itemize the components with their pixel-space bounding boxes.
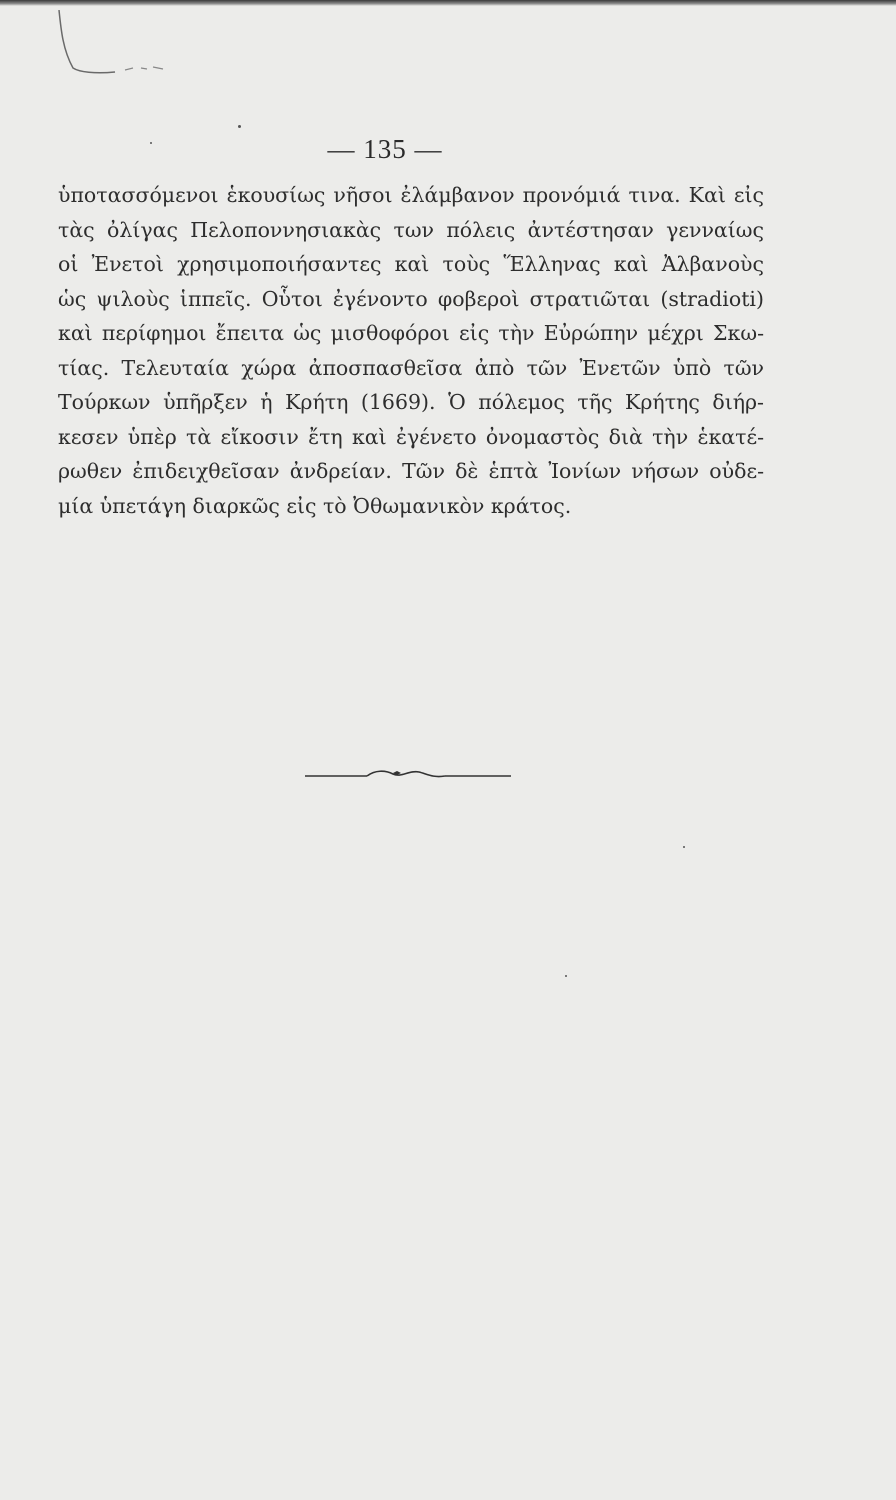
text-line: Τούρκων ὑπῆρξεν ἡ Κρήτη (1669). Ὁ πόλεμος τῆς Κρήτης διήρ- <box>58 390 764 414</box>
text-line: οἱ Ἐνετοὶ χρησιμοποιήσαντες καὶ τοὺς Ἕλληνας καὶ Ἀλβανοὺς <box>58 252 764 276</box>
paper-speck <box>683 846 685 848</box>
text-line: ὡς ψιλοὺς ἱππεῖς. Οὗτοι ἐγένοντο φοβεροὶ στρατιῶται (stradioti) <box>58 286 764 311</box>
text-line: ρωθεν ἐπιδειχθεῖσαν ἀνδρείαν. Τῶν δὲ ἑπτὰ Ἰονίων νήσων οὐδε- <box>58 459 764 483</box>
paper-speck <box>565 975 567 977</box>
end-ornament-divider <box>305 764 511 786</box>
body-paragraph <box>58 178 764 523</box>
text-line: τίας. Τελευταία χώρα ἀποσπασθεῖσα ἀπὸ τῶν Ἐνετῶν ὑπὸ τῶν <box>58 355 764 380</box>
text-line: τὰς ὀλίγας Πελοποννησιακὰς των πόλεις ἀντέστησαν γενναίως <box>58 217 764 242</box>
text-line: μία ὑπετάγη διαρκῶς εἰς τὸ Ὀθωμανικὸν κράτος. <box>58 493 572 518</box>
text-line: κεσεν ὑπὲρ τὰ εἴκοσιν ἔτη καὶ ἐγένετο ὀνομαστὸς διὰ τὴν ἑκατέ- <box>58 424 764 449</box>
page-number: — 135 — <box>327 134 443 164</box>
pencil-mark-corner <box>55 10 185 80</box>
page-top-edge-shadow <box>0 0 896 6</box>
text-line: καὶ περίφημοι ἔπειτα ὡς μισθοφόροι εἰς τὴν Εὐρώπην μέχρι Σκω- <box>58 321 764 345</box>
paper-speck <box>238 125 241 128</box>
text-line: ὑποτασσόμενοι ἑκουσίως νῆσοι ἐλάμβανον προνόμιά τινα. Καὶ εἰς <box>58 183 764 207</box>
